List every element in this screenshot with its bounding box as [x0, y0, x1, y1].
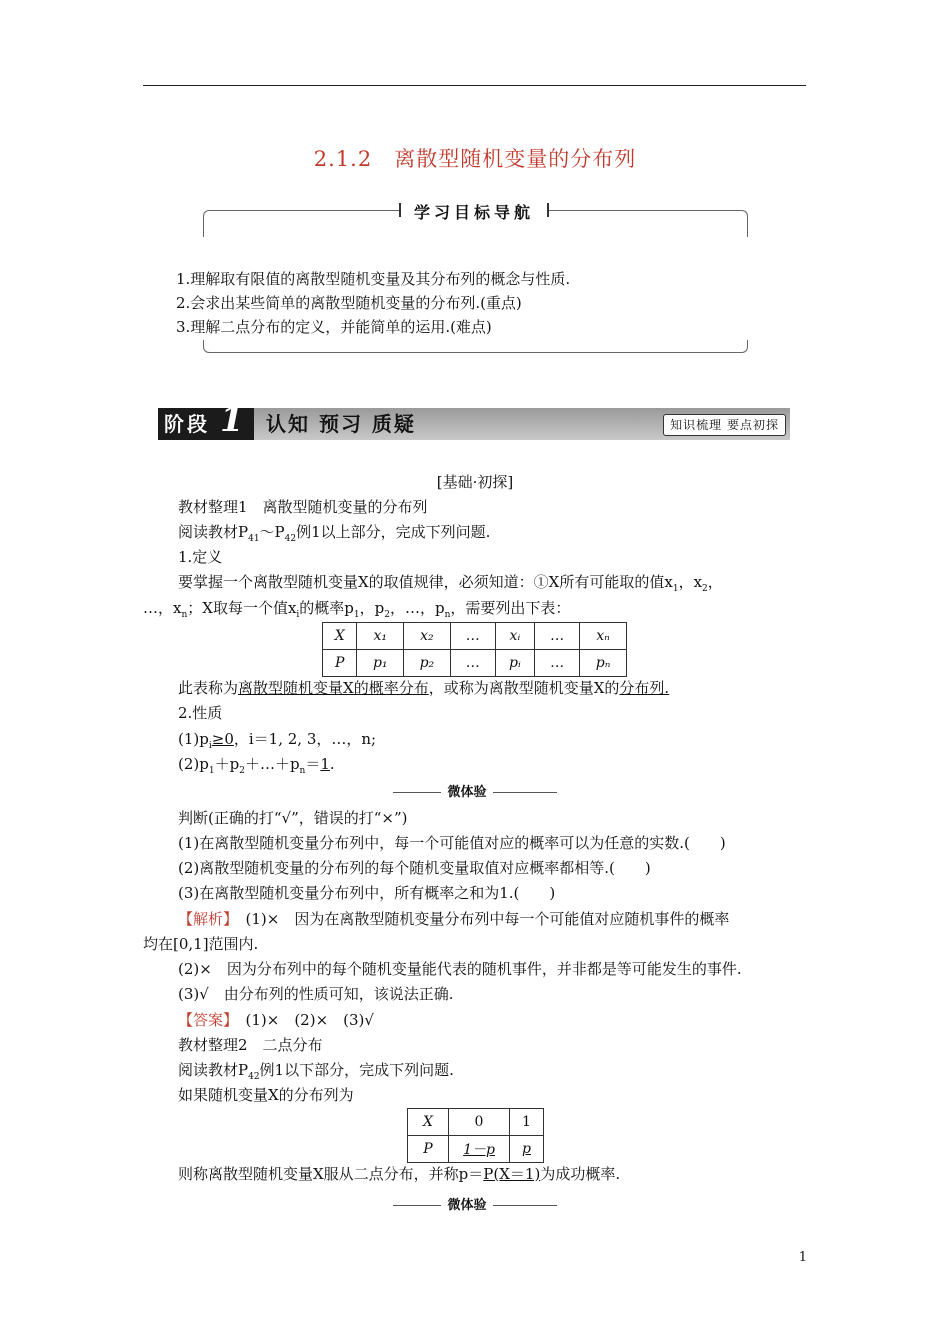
- def-sub: 2: [702, 584, 708, 594]
- analysis-line-2: (2)× 因为分布列中的每个随机变量能代表的随机事件，并非都是等可能发生的事件.: [178, 960, 742, 978]
- def-text: 要掌握一个离散型随机变量X的取值规律，必须知道：①X所有可能取的值x: [178, 573, 673, 591]
- table-cell: P: [323, 650, 357, 677]
- part1-heading: 教材整理1 离散型随机变量的分布列: [178, 498, 428, 516]
- prop-text: ＋p: [214, 755, 240, 773]
- table-cell: xᵢ: [495, 623, 534, 650]
- def-text: …，x: [143, 599, 182, 617]
- def-sub: i: [296, 610, 300, 620]
- part2-intro: [178, 1059, 454, 1082]
- analysis-line-1b: 均在[0,1]范围内.: [143, 935, 259, 953]
- table-cell: 1－p: [449, 1136, 510, 1163]
- intro-sub: 42: [284, 534, 297, 544]
- prop-text: ，i＝1, 2, 3，…，n;: [233, 730, 377, 748]
- part2-heading: 教材整理2 二点分布: [178, 1036, 323, 1054]
- def-sub: n: [444, 610, 451, 620]
- two-point-table: [407, 1108, 544, 1163]
- table-cell: pₙ: [580, 650, 627, 677]
- definition-heading: 1.定义: [178, 548, 223, 566]
- table-row: [323, 650, 627, 677]
- prop-text: (2)p: [178, 755, 209, 773]
- stage-word: 阶段: [164, 412, 210, 436]
- def-text: ；X取每一个值x: [187, 599, 297, 617]
- table-cell: p₂: [404, 650, 451, 677]
- stage-banner: [158, 400, 790, 440]
- desc-text: 此表称为: [178, 679, 239, 697]
- concl-underlined: P(X＝1): [483, 1165, 541, 1183]
- table-cell: pᵢ: [495, 650, 534, 677]
- goal-item-1: 1.理解取有限值的离散型随机变量及其分布列的概念与性质.: [176, 270, 571, 288]
- intro-text: 例1以上部分，完成下列问题.: [296, 523, 491, 541]
- judge-question-3: (3)在离散型随机变量分布列中，所有概率之和为1.( ): [178, 884, 556, 902]
- judge-question-1: (1)在离散型随机变量分布列中，每一个可能值对应的概率可以为任意的实数.( ): [178, 834, 726, 852]
- goal-item-2: 2.会求出某些简单的离散型随机变量的分布列.(重点): [176, 294, 522, 312]
- table-cell: …: [535, 650, 580, 677]
- stage-tag: 知识梳理 要点初探: [663, 414, 786, 436]
- distribution-table: [322, 622, 627, 677]
- section-tag: [基础·初探]: [436, 473, 514, 491]
- part2-conclusion: [178, 1163, 620, 1184]
- judge-intro: 判断(正确的打“√”，错误的打“×”): [178, 809, 408, 827]
- def-sub: 1: [672, 584, 679, 594]
- def-text: 的概率p: [299, 599, 354, 617]
- def-text: ，p: [359, 599, 385, 617]
- prop-sub: i: [208, 741, 212, 751]
- desc-underlined: 分布列.: [619, 679, 670, 697]
- stage-number: 1: [220, 400, 244, 440]
- prop-text: (1)p: [178, 730, 209, 748]
- micro-experience-divider-2: [0, 1194, 950, 1213]
- part2-lead: 如果随机变量X的分布列为: [178, 1086, 354, 1104]
- learning-goals-box: [176, 203, 746, 352]
- goals-label: 学习目标导航: [399, 200, 549, 223]
- property-1: [178, 728, 376, 751]
- def-sub: n: [181, 610, 188, 620]
- goals-frame-bottom: [203, 340, 748, 353]
- def-text: ，x: [678, 573, 703, 591]
- micro-experience-divider: [0, 781, 950, 800]
- page-number: 1: [798, 1250, 807, 1265]
- table-cell: p₁: [357, 650, 404, 677]
- header-rule: [143, 85, 806, 86]
- analysis-label: 【解析】: [178, 910, 231, 928]
- answer-line: [178, 1009, 374, 1030]
- page-title: 2.1.2 离散型随机变量的分布列: [313, 147, 637, 171]
- prop-sub: 2: [239, 766, 245, 776]
- def-text: ，需要列出下表：: [450, 599, 571, 617]
- def-text: ，…，p: [389, 599, 445, 617]
- analysis-text: (1)× 因为在离散型随机变量分布列中每一个可能值对应随机事件的概率: [230, 910, 730, 928]
- table-row: [408, 1136, 544, 1163]
- def-sub: 1: [353, 610, 360, 620]
- property-2: [178, 753, 335, 776]
- prop-text: ＋…＋p: [244, 755, 300, 773]
- definition-line-2: [143, 597, 570, 620]
- prop-text: ＝: [305, 755, 321, 773]
- analysis-line-1: [178, 908, 729, 929]
- concl-text: 则称离散型随机变量X服从二点分布，并称p＝: [178, 1165, 484, 1183]
- intro-sub: 41: [248, 534, 260, 544]
- table-cell: x₁: [357, 623, 404, 650]
- definition-line-1: 要掌握一个离散型随机变量X的取值规律，必须知道：①X所有可能取的值$x_1$，$x_2$，: [178, 573, 723, 594]
- intro-text: ～P: [259, 523, 285, 541]
- table-cell: …: [535, 623, 580, 650]
- property-heading: 2.性质: [178, 704, 223, 722]
- table-row: [323, 623, 627, 650]
- stage-title: 认知 预习 质疑: [266, 412, 416, 436]
- table-cell: P: [408, 1136, 449, 1163]
- def-sub: 2: [384, 610, 390, 620]
- divider-label: 微体验: [447, 785, 487, 800]
- stage-badge: [158, 400, 254, 440]
- prop-underlined: ≥0: [211, 730, 234, 748]
- desc-text: ，或称为离散型随机变量X的: [428, 679, 620, 697]
- intro-text: 阅读教材P: [178, 1061, 249, 1079]
- intro-text: 阅读教材P: [178, 523, 249, 541]
- table-cell: 1: [510, 1109, 544, 1136]
- table-cell: p: [510, 1136, 544, 1163]
- prop-sub: n: [299, 766, 306, 776]
- table-cell: X: [323, 623, 357, 650]
- prop-underlined: 1: [320, 755, 330, 773]
- table-description: [178, 677, 669, 698]
- intro-text: 例1以下部分，完成下列问题.: [259, 1061, 454, 1079]
- answer-label: 【答案】: [178, 1011, 231, 1029]
- part1-intro: [178, 521, 490, 544]
- table-cell: …: [450, 650, 495, 677]
- table-row: [408, 1109, 544, 1136]
- table-cell: X: [408, 1109, 449, 1136]
- goal-item-3: 3.理解二点分布的定义，并能简单的运用.(难点): [176, 318, 492, 336]
- prop-text: .: [329, 755, 335, 773]
- judge-question-2: (2)离散型随机变量的分布列的每个随机变量取值对应概率都相等.( ): [178, 859, 651, 877]
- concl-text: 为成功概率.: [540, 1165, 621, 1183]
- intro-sub: 42: [248, 1072, 260, 1082]
- answer-text: (1)× (2)× (3)√: [230, 1011, 374, 1029]
- divider-label: 微体验: [447, 1198, 487, 1213]
- table-cell: xₙ: [580, 623, 627, 650]
- table-cell: x₂: [404, 623, 451, 650]
- table-cell: …: [450, 623, 495, 650]
- desc-underlined: 离散型随机变量X的概率分布: [238, 679, 429, 697]
- prop-sub: 1: [208, 766, 215, 776]
- analysis-line-3: (3)√ 由分布列的性质可知，该说法正确.: [178, 985, 454, 1003]
- table-cell: 0: [449, 1109, 510, 1136]
